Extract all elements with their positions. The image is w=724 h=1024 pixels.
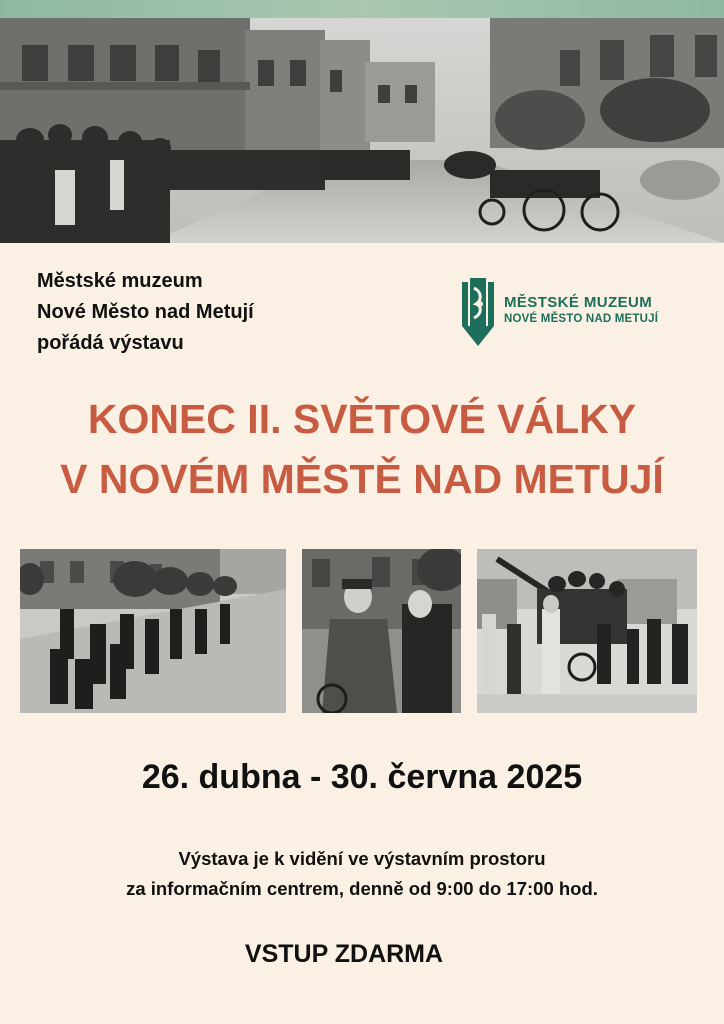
exhibition-title-line-2: V NOVÉM MĚSTĚ NAD METUJÍ (60, 456, 664, 502)
free-entry-label: VSTUP ZDARMA (244, 940, 444, 968)
photo-smiling-soldier (302, 549, 461, 713)
organizer-line-2: Nové Město nad Metují (37, 301, 254, 323)
photo-marching-soldiers (20, 549, 286, 713)
museum-logo (460, 278, 690, 346)
exhibition-dates: 26. dubna - 30. června 2025 (141, 758, 583, 796)
photo-crowd-tank (477, 549, 697, 713)
hero-photo (0, 0, 724, 243)
logo-line-2: NOVÉ MĚSTO NAD METUJÍ (504, 313, 659, 325)
logo-line-1: MĚSTSKÉ MUZEUM (504, 294, 653, 311)
organizer-line-1: Městské muzeum (37, 270, 203, 292)
organizer-line-3: pořádá výstavu (37, 332, 184, 354)
hero-photo-image (0, 0, 724, 243)
info-line-2: za informačním centrem, denně od 9:00 do 17:00 hod. (126, 878, 598, 899)
exhibition-title-line-1: KONEC II. SVĚTOVÉ VÁLKY (87, 396, 637, 442)
organizer-text (37, 266, 254, 359)
museum-emblem-icon (460, 278, 496, 346)
top-color-strip (0, 0, 724, 18)
exhibition-info (0, 844, 724, 904)
logo-text (504, 294, 658, 326)
info-line-1: Výstava je k vidění ve výstavním prostoru (178, 848, 546, 869)
